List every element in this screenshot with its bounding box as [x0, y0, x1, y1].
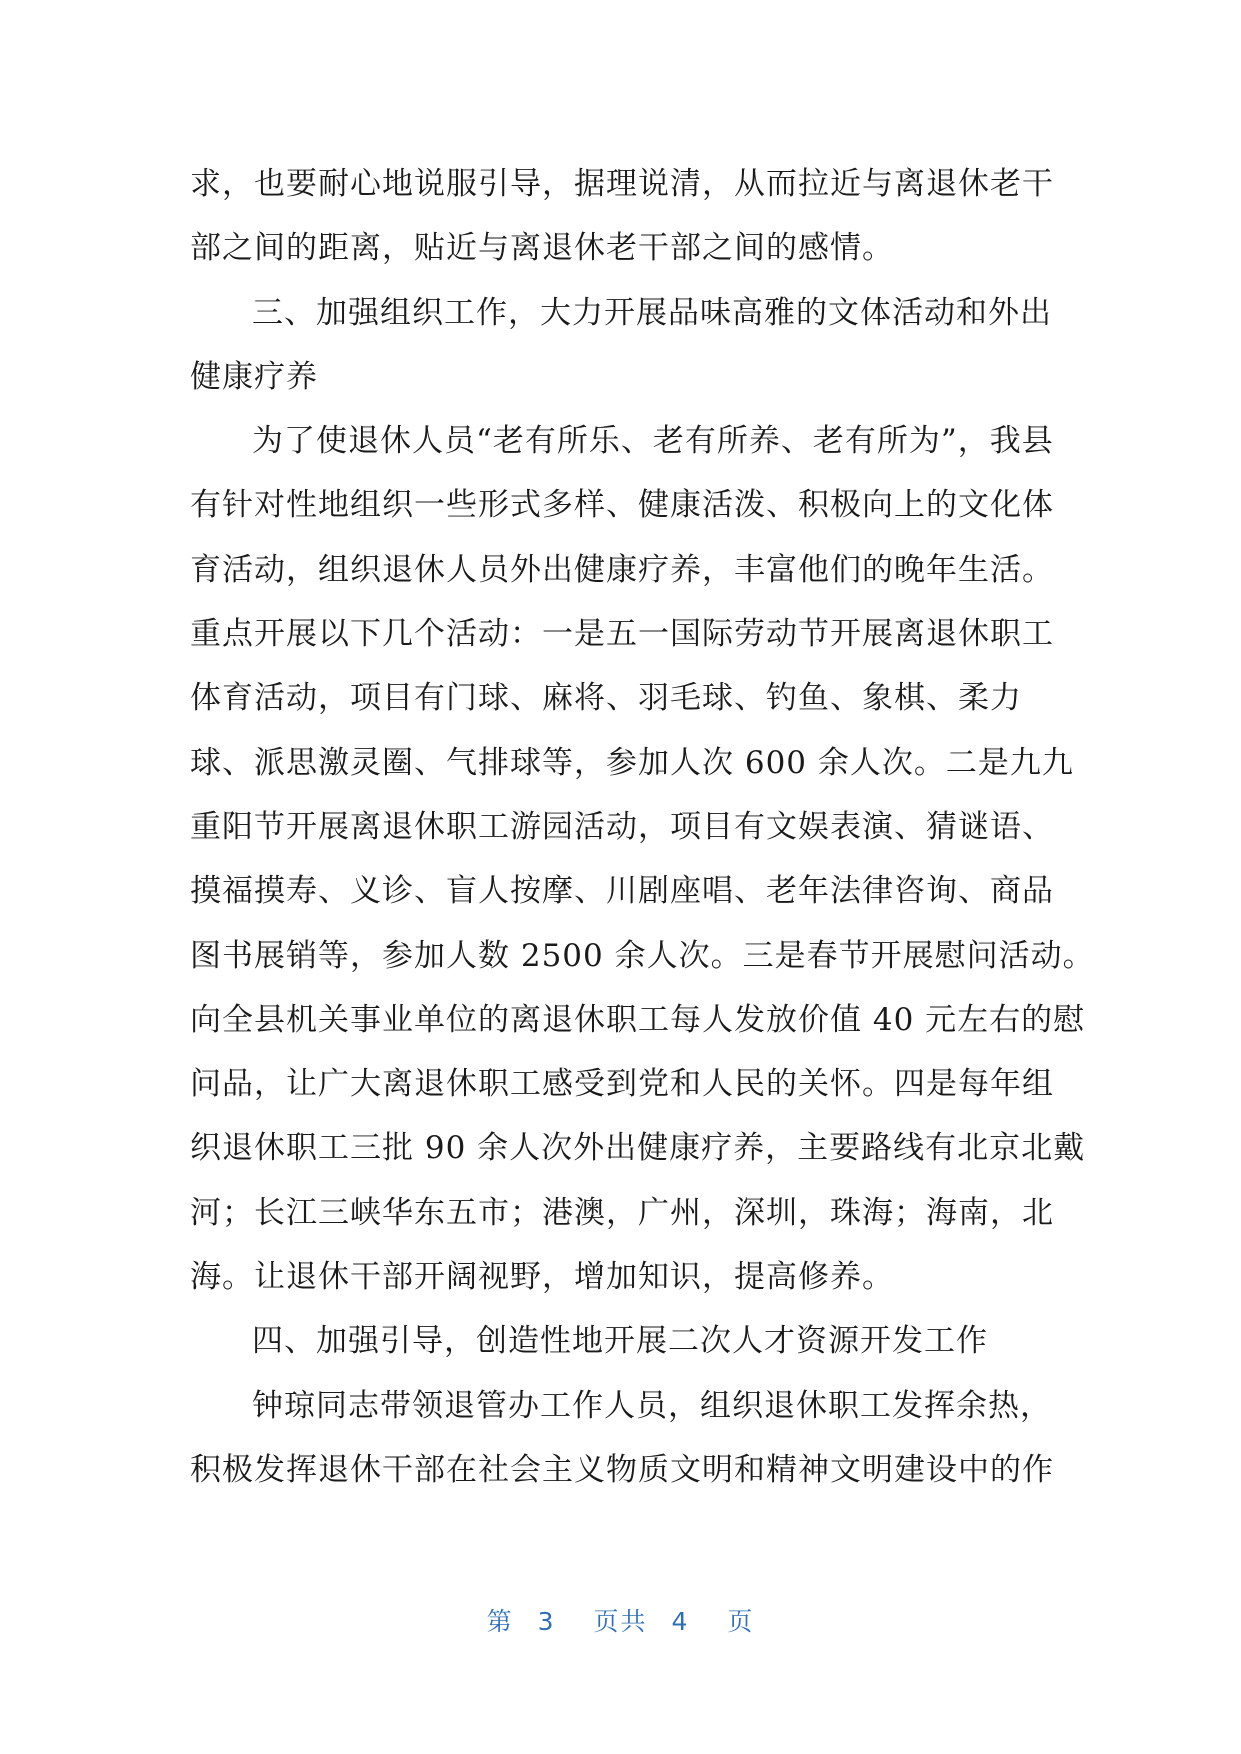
- footer-prefix: 第: [486, 1607, 514, 1636]
- text-line: 重点开展以下几个活动：一是五一国际劳动节开展离退休职工: [190, 616, 1054, 653]
- text-line: 体育活动，项目有门球、麻将、羽毛球、钓鱼、象棋、柔力: [190, 680, 1022, 717]
- text-line: 图书展销等，参加人数 2500 余人次。三是春节开展慰问活动。: [190, 937, 1095, 974]
- text-line: 球、派思激灵圈、气排球等，参加人次 600 余人次。二是九九: [190, 744, 1074, 781]
- text-line: 育活动，组织退休人员外出健康疗养，丰富他们的晚年生活。: [190, 551, 1054, 588]
- section-heading-3-cont: 健康疗养: [190, 358, 318, 395]
- document-body: [190, 152, 1095, 1502]
- text-line: 海。让退休干部开阔视野，增加知识，提高修养。: [190, 1259, 894, 1296]
- section-heading-3: 三、加强组织工作，大力开展品味高雅的文体活动和外出: [252, 294, 1052, 331]
- text-line: 织退休职工三批 90 余人次外出健康疗养，主要路线有北京北戴: [190, 1130, 1086, 1167]
- text-line: 问品，让广大离退休职工感受到党和人民的关怀。四是每年组: [190, 1066, 1054, 1103]
- page-footer: [0, 1602, 1241, 1638]
- text-line: 积极发挥退休干部在社会主义物质文明和精神文明建设中的作: [190, 1451, 1054, 1488]
- text-line: 重阳节开展离退休职工游园活动，项目有文娱表演、猜谜语、: [190, 808, 1054, 845]
- text-line: 为了使退休人员“老有所乐、老有所养、老有所为”，我县: [252, 423, 1054, 460]
- text-line: 钟琼同志带领退管办工作人员，组织退休职工发挥余热，: [252, 1387, 1052, 1424]
- text-line: 向全县机关事业单位的离退休职工每人发放价值 40 元左右的慰: [190, 1001, 1086, 1038]
- text-line: 有针对性地组织一些形式多样、健康活泼、积极向上的文化体: [190, 487, 1054, 524]
- text-line: 部之间的距离，贴近与离退休老干部之间的感情。: [190, 230, 894, 267]
- text-line: 河；长江三峡华东五市；港澳，广州，深圳，珠海；海南，北: [190, 1194, 1054, 1231]
- footer-middle: 页共: [593, 1607, 648, 1636]
- footer-suffix: 页: [727, 1607, 755, 1636]
- footer-current-page: 3: [537, 1607, 556, 1636]
- text-line: 求，也要耐心地说服引导，据理说清，从而拉近与离退休老干: [190, 166, 1054, 202]
- section-heading-4: 四、加强引导，创造性地开展二次人才资源开发工作: [252, 1323, 988, 1360]
- footer-total-pages: 4: [671, 1607, 690, 1636]
- text-line: 摸福摸寿、义诊、盲人按摩、川剧座唱、老年法律咨询、商品: [190, 873, 1054, 910]
